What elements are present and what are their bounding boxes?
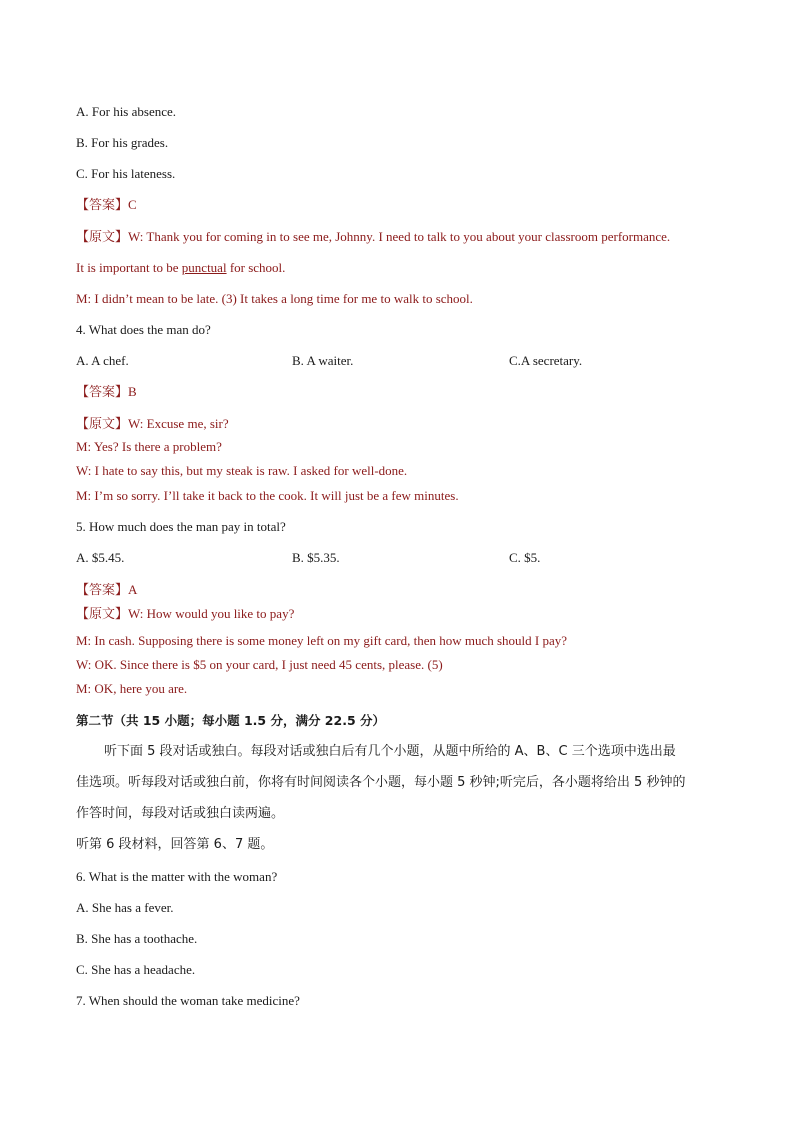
q4-question: 4. What does the man do? bbox=[76, 322, 211, 337]
q3-script-line-3: M: I didn’t mean to be late. (3) It takes a long time for me to walk to school. bbox=[76, 291, 473, 306]
material-instruction: 听第 6 段材料，回答第 6、7 题。 bbox=[76, 837, 274, 852]
instructions-line-1: 听下面 5 段对话或独白。每段对话或独白后有几个小题，从题中所给的 A、B、C 三个选项中选出最 bbox=[104, 744, 676, 759]
q3-script-line-1: 【原文】W: Thank you for coming in to see me, Johnny. I need to talk to you about your classroom performance. bbox=[76, 229, 671, 245]
q6-option-a: A. She has a fever. bbox=[76, 900, 174, 915]
q3-option-a: A. For his absence. bbox=[76, 104, 177, 119]
instructions-line-3: 作答时间，每段对话或独白读两遍。 bbox=[76, 806, 285, 821]
instructions-line-2: 佳选项。听每段对话或独白前，你将有时间阅读各个小题，每小题 5 秒钟;听完后，各小题将给出 5 秒钟的 bbox=[76, 775, 686, 790]
answer-tag: 【答案】 bbox=[76, 198, 129, 213]
q6-option-c: C. She has a headache. bbox=[76, 962, 196, 977]
q4-script-line-4: M: I’m so sorry. I’ll take it back to the cook. It will just be a few minutes. bbox=[76, 488, 459, 503]
answer-value: A bbox=[128, 582, 138, 597]
q5-script-line-2: M: In cash. Supposing there is some money left on my gift card, then how much should I pay? bbox=[76, 633, 568, 648]
answer-value: B bbox=[128, 384, 137, 399]
q5-option-a: A. $5.45. bbox=[76, 550, 125, 565]
section-heading: 第二节（共 15 小题；每小题 1.5 分，满分 22.5 分） bbox=[76, 713, 385, 728]
q5-script-line-4: M: OK, here you are. bbox=[76, 681, 188, 696]
q4-script-line-3: W: I hate to say this, but my steak is raw. I asked for well-done. bbox=[76, 463, 408, 478]
q3-answer-line bbox=[76, 197, 137, 214]
q5-question: 5. How much does the man pay in total? bbox=[76, 519, 286, 534]
script-tag: 【原文】 bbox=[76, 417, 129, 432]
q7-question: 7. When should the woman take medicine? bbox=[76, 993, 300, 1008]
q6-option-b: B. She has a toothache. bbox=[76, 931, 198, 946]
q5-option-b: B. $5.35. bbox=[292, 550, 340, 565]
q4-answer-line bbox=[76, 384, 137, 401]
q4-script-line-1: 【原文】W: Excuse me, sir? bbox=[76, 416, 229, 432]
q5-script-line-3: W: OK. Since there is $5 on your card, I just need 45 cents, please. (5) bbox=[76, 657, 443, 672]
script-tag: 【原文】 bbox=[76, 230, 129, 245]
script-tag: 【原文】 bbox=[76, 607, 129, 622]
q3-script-line-2: It is important to be punctual for school. bbox=[76, 260, 286, 275]
q4-script-line-2: M: Yes? Is there a problem? bbox=[76, 439, 222, 454]
q4-option-c: C.A secretary. bbox=[509, 353, 583, 368]
q3-option-c: C. For his lateness. bbox=[76, 166, 176, 181]
underlined-keyword: punctual bbox=[181, 260, 227, 275]
q5-option-c: C. $5. bbox=[509, 550, 541, 565]
answer-tag: 【答案】 bbox=[76, 583, 129, 598]
answer-value: C bbox=[128, 197, 137, 212]
q4-option-a: A. A chef. bbox=[76, 353, 129, 368]
q5-script-line-1: 【原文】W: How would you like to pay? bbox=[76, 606, 295, 622]
q3-option-b: B. For his grades. bbox=[76, 135, 169, 150]
q5-answer-line bbox=[76, 582, 137, 599]
answer-tag: 【答案】 bbox=[76, 385, 129, 400]
q4-option-b: B. A waiter. bbox=[292, 353, 354, 368]
q6-question: 6. What is the matter with the woman? bbox=[76, 869, 278, 884]
